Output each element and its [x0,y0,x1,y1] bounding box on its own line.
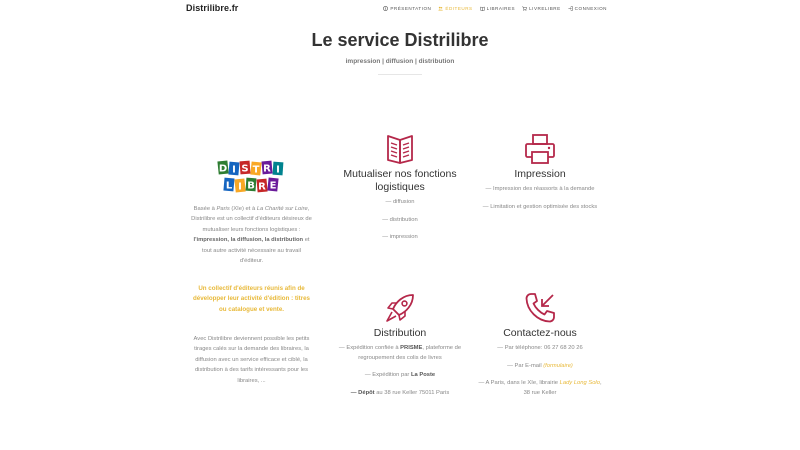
logo-letter: L [225,180,233,192]
list-item: — impression [382,234,418,240]
nav-menu [383,6,607,11]
nav-item-connexion[interactable] [568,6,607,11]
page-title: Le service Distrilibre [311,30,489,50]
logo-letter: B [247,180,255,192]
list-item: — distribution [382,216,418,223]
navbar [0,0,800,18]
nav-item-livrelibre[interactable] [522,6,561,11]
list-item: — Expédition par La Poste [364,372,436,378]
feature-distribution [335,291,465,406]
bookshop-link[interactable]: Lady Long Solo [559,380,600,386]
cart-icon [522,6,527,11]
feature-impression [475,132,605,220]
feature-title: Impression [514,168,566,180]
logo-letter: R [263,163,271,175]
feature-contact [475,291,605,406]
logo-letter: I [276,164,280,176]
logo-letter: I [232,164,236,176]
phone-incoming-icon [523,291,557,325]
nav-item-label: ÉDITEURS [445,6,473,11]
page-subtitle: impression | diffusion | distribution [345,58,455,65]
nav-item-label: PRÉSENTATION [390,6,432,11]
nav-item-label: CONNEXION [574,6,607,11]
nav-item-libraires[interactable] [480,6,516,11]
logo-letter: I [238,181,242,193]
list-item: — Limitation et gestion optimisée des stocks [482,203,598,210]
about-paragraph: Basée à Paris (XIe) et à La Charité sur Loire, Distrilibre est un collectif d'éditeurs désireux de mutualiser leurs fonctions logistiques : l'impression, la diffusion, la distribution et tout autre activité nécessaire au travail d'éditeur. [191,206,312,265]
login-icon [568,6,573,11]
nav-item-label: LIVRELIBRE [529,6,561,11]
city-paris: Paris [216,206,230,212]
nav-item-label: LIBRAIRES [486,6,516,11]
logo-letter: D [218,163,228,175]
header-divider [378,74,422,75]
nav-item-presentation[interactable] [383,6,431,11]
feature-title: Mutualiser nos fonctions logistiques [343,168,457,193]
logo-letter: E [269,180,277,192]
contact-form-link[interactable]: (formulaire) [543,362,573,369]
logo-letter: R [258,181,266,193]
about-services: l'impression, la diffusion, la distribution [193,237,304,244]
logo-letter: T [252,164,260,176]
feature-mutualiser [335,132,465,251]
feature-title: Distribution [373,327,427,339]
rocket-icon [383,291,417,325]
list-item: — Impression des réassorts à la demande [485,186,595,192]
about-highlight: Un collectif d'éditeurs réunis afin de développer leur activité d'édition : titres ou catalogue et vente. [193,285,310,313]
feature-title: Contactez-nous [503,327,577,339]
list-item: — Dépôt au 38 rue Keller 75011 Paris [350,389,450,396]
list-item: — Expédition confiée à PRISME, plateforme de regroupement des colis de livres [338,345,462,361]
users-icon [438,6,443,11]
info-icon [383,6,388,11]
nav-item-editeurs[interactable] [438,6,472,11]
printer-icon [523,132,557,166]
distrilibre-logo [216,160,286,194]
list-item: — Par téléphone: 06 27 68 20 26 [497,345,583,351]
book-icon [480,6,485,11]
list-item: — Par E-mail (formulaire) [507,362,573,369]
brand-logo-text[interactable]: Distrilibre.fr [186,3,239,13]
logo-letter: S [241,163,249,175]
open-book-icon [383,132,417,166]
about-outro: Avec Distrilibre deviennent possible les petits tirages calés sur la demande des libraires, la diffusion avec un service efficace et ciblé, la distribution à des tarifs intéressants pour les libraires, ... [193,336,310,384]
list-item: — diffusion [385,199,415,205]
city-la-charite: La Charité sur Loire [256,206,308,212]
list-item: — A Paris, dans le XIe, librairie Lady Long Solo, 38 rue Keller [478,380,602,396]
